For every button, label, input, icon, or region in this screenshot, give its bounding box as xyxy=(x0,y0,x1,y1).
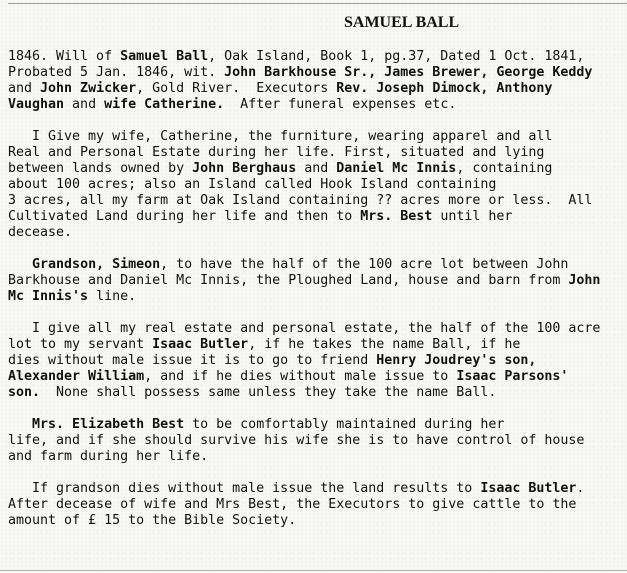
text-run: and xyxy=(64,97,105,112)
text-run: , and if he dies without male issue to xyxy=(144,369,457,384)
text-run: , Oak Island, Book 1, pg.37, Dated 1 Oct. 1841, xyxy=(208,49,585,64)
text-run: , containing xyxy=(456,161,553,176)
text-run: , to have the half of the 100 acre lot between John xyxy=(160,257,569,272)
text-line xyxy=(8,449,623,465)
text-line xyxy=(8,145,623,161)
text-run: life, and if she should survive his wife she is to have control of house xyxy=(8,433,585,448)
text-line xyxy=(8,481,623,497)
text-line xyxy=(8,49,623,65)
text-line xyxy=(8,225,623,241)
text-run: dies without male issue it is to go to friend xyxy=(8,353,377,368)
text-run: . xyxy=(576,481,585,496)
bold-name: John Barkhouse Sr., James Brewer, George Keddy xyxy=(224,65,593,80)
text-run: between lands owned by xyxy=(8,161,193,176)
text-run: If grandson dies without male issue the land results to xyxy=(8,481,481,496)
text-run xyxy=(8,417,32,432)
bold-name: wife Catherine. xyxy=(104,97,225,112)
paragraph xyxy=(8,321,623,401)
bold-name: John xyxy=(568,273,601,288)
text-run: to be comfortably maintained during her xyxy=(184,417,505,432)
paragraph xyxy=(8,481,623,529)
text-line xyxy=(8,65,623,81)
bold-name: Mrs. Elizabeth Best xyxy=(32,417,185,432)
text-run: 3 acres, all my farm at Oak Island containing ?? acres more or less. All xyxy=(8,193,593,208)
top-divider xyxy=(8,3,627,4)
bold-name: Isaac Butler xyxy=(152,337,249,352)
text-run: about 100 acres; also an Island called Hook Island containing xyxy=(8,177,497,192)
text-line xyxy=(8,193,623,209)
bold-name: Mc Innis's xyxy=(8,289,89,304)
text-line xyxy=(8,417,623,433)
text-line xyxy=(8,385,623,401)
bold-name: John Berghaus xyxy=(192,161,297,176)
text-line xyxy=(8,81,623,97)
text-line xyxy=(8,209,623,225)
text-run: I Give my wife, Catherine, the furniture, wearing apparel and all xyxy=(8,129,553,144)
text-run: and xyxy=(8,81,41,96)
bold-name: Isaac Butler xyxy=(480,481,577,496)
text-run: amount of £ 15 to the Bible Society. xyxy=(8,513,297,528)
paragraph xyxy=(8,417,623,465)
bold-name: John Zwicker xyxy=(40,81,137,96)
text-run: Cultivated Land during her life and then to xyxy=(8,209,361,224)
paragraph xyxy=(8,129,623,241)
paragraph xyxy=(8,49,623,113)
bold-name: Henry Joudrey's son, xyxy=(376,353,537,368)
will-transcription xyxy=(8,49,623,545)
bold-name: Mrs. Best xyxy=(360,209,433,224)
text-run: After decease of wife and Mrs Best, the Executors to give cattle to the xyxy=(8,497,577,512)
bold-name: Isaac Parsons' xyxy=(456,369,569,384)
text-run: I give all my real estate and personal estate, the half of the 100 acre xyxy=(8,321,601,336)
text-line xyxy=(8,97,623,113)
text-line xyxy=(8,161,623,177)
bold-name: Alexander William xyxy=(8,369,145,384)
text-run: until her xyxy=(432,209,513,224)
text-line xyxy=(8,353,623,369)
text-run: After funeral expenses etc. xyxy=(224,97,457,112)
text-run xyxy=(8,257,32,272)
text-run: line. xyxy=(88,289,137,304)
bold-name: Grandson, Simeon xyxy=(32,257,161,272)
text-line xyxy=(8,321,623,337)
text-run: and xyxy=(296,161,337,176)
text-line xyxy=(8,257,623,273)
bold-name: Daniel Mc Innis xyxy=(336,161,457,176)
text-run: Barkhouse and Daniel Mc Innis, the Ploughed Land, house and barn from xyxy=(8,273,569,288)
text-line xyxy=(8,497,623,513)
bold-name: Rev. Joseph Dimock, Anthony xyxy=(336,81,553,96)
text-line xyxy=(8,513,623,529)
text-run: , if he takes the name Ball, if he xyxy=(248,337,521,352)
text-line xyxy=(8,177,623,193)
page-title: SAMUEL BALL xyxy=(344,14,460,31)
text-line xyxy=(8,433,623,449)
text-run: , Gold River. Executors xyxy=(136,81,337,96)
bold-name: son. xyxy=(8,385,41,400)
text-run: and farm during her life. xyxy=(8,449,209,464)
text-line xyxy=(8,337,623,353)
text-line xyxy=(8,129,623,145)
text-run: decease. xyxy=(8,225,73,240)
text-line xyxy=(8,289,623,305)
text-run: lot to my servant xyxy=(8,337,153,352)
text-run: 1846. Will of xyxy=(8,49,121,64)
paragraph xyxy=(8,257,623,305)
bottom-divider xyxy=(0,570,627,571)
text-run: Probated 5 Jan. 1846, wit. xyxy=(8,65,225,80)
text-run: None shall possess same unless they take the name Ball. xyxy=(40,385,497,400)
text-run: Real and Personal Estate during her life. First, situated and lying xyxy=(8,145,545,160)
text-line xyxy=(8,273,623,289)
text-line xyxy=(8,369,623,385)
bold-name: Samuel Ball xyxy=(120,49,209,64)
bold-name: Vaughan xyxy=(8,97,65,112)
